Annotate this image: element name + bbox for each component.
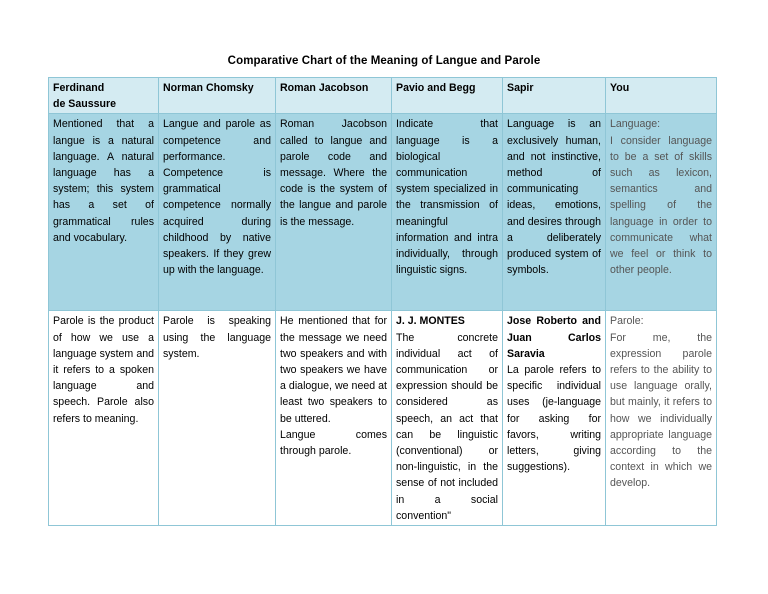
parole-jacobson-text: He mentioned that for the message we need two speakers and with two speakers we have a dialogue, we need at least two speakers to be uttered. <box>280 315 387 425</box>
cell-langue-sapir: Language is an exclusively human, and not instinctive, method of communicating ideas, emotions, and desires through a deliberately produced system of symbols. <box>503 114 606 311</box>
saravia-text: La parole refers to specific individual uses (je-language for asking for favors, writing letters, giving suggestions). <box>507 364 601 474</box>
page-title: Comparative Chart of the Meaning of Langue and Parole <box>227 55 541 67</box>
cell-langue-you <box>606 114 717 311</box>
parole-you-text: For me, the expression parole refers to the ability to use language orally, but mainly, it refers to how we individually appropriate language according to the context in which we develop. <box>610 331 712 490</box>
langue-you-text: I consider language to be a set of skills such as lexicon, semantics and spelling of the language in order to communicate what we feel or think to other people. <box>610 134 712 277</box>
langue-you-label: Language: <box>610 118 661 131</box>
header-sapir-label: Sapir <box>507 82 534 94</box>
header-chomsky-label: Norman Chomsky <box>163 82 254 94</box>
table-row-parole <box>49 311 717 526</box>
cell-langue-saussure: Mentioned that a langue is a natural language. A natural language has a system; this system has a set of grammatical rules and vocabulary. <box>49 114 159 311</box>
cell-parole-saravia <box>503 311 606 526</box>
montes-text: The concrete individual act of communication or expression should be considered as speech, an act that can be linguistic (conventional) or non-linguistic, in the sense of not included in a social convention" <box>396 331 498 522</box>
header-you <box>606 78 717 114</box>
table-row-langue <box>49 114 717 311</box>
cell-langue-jacobson: Roman Jacobson called to langue and parole code and message. Where the code is the system of the langue and parole is the message. <box>276 114 392 311</box>
parole-jacobson-text-2: Langue comes through parole. <box>280 428 387 458</box>
cell-langue-chomsky: Langue and parole as competence and performance. Competence is grammatical competence normally acquired during childhood by native speakers. If they grew up with the language. <box>159 114 276 311</box>
cell-parole-montes <box>392 311 503 526</box>
header-pavio-begg <box>392 78 503 114</box>
comparison-table <box>48 77 717 526</box>
header-jacobson <box>276 78 392 114</box>
header-saussure-label: Ferdinand de Saussure <box>53 82 117 111</box>
saravia-heading: Jose Roberto and Juan Carlos Saravia <box>507 315 601 360</box>
cell-langue-pavio-begg: Indicate that language is a biological communication system specialized in the transmission of meaningful information and intra individually, through linguistic signs. <box>392 114 503 311</box>
header-pavio-begg-label: Pavio and Begg <box>396 82 476 94</box>
header-jacobson-label: Roman Jacobson <box>280 82 369 94</box>
cell-parole-you <box>606 311 717 526</box>
cell-parole-jacobson <box>276 311 392 526</box>
table-header-row <box>49 78 717 114</box>
header-saussure <box>49 78 159 114</box>
parole-you-label: Parole: <box>610 315 644 328</box>
cell-parole-saussure: Parole is the product of how we use a language system and it refers to a spoken language and speech. Parole also refers to meaning. <box>49 311 159 526</box>
cell-parole-chomsky: Parole is speaking using the language system. <box>159 311 276 526</box>
montes-heading: J. J. MONTES <box>396 315 465 328</box>
header-you-label: You <box>610 82 630 94</box>
header-sapir <box>503 78 606 114</box>
header-chomsky <box>159 78 276 114</box>
